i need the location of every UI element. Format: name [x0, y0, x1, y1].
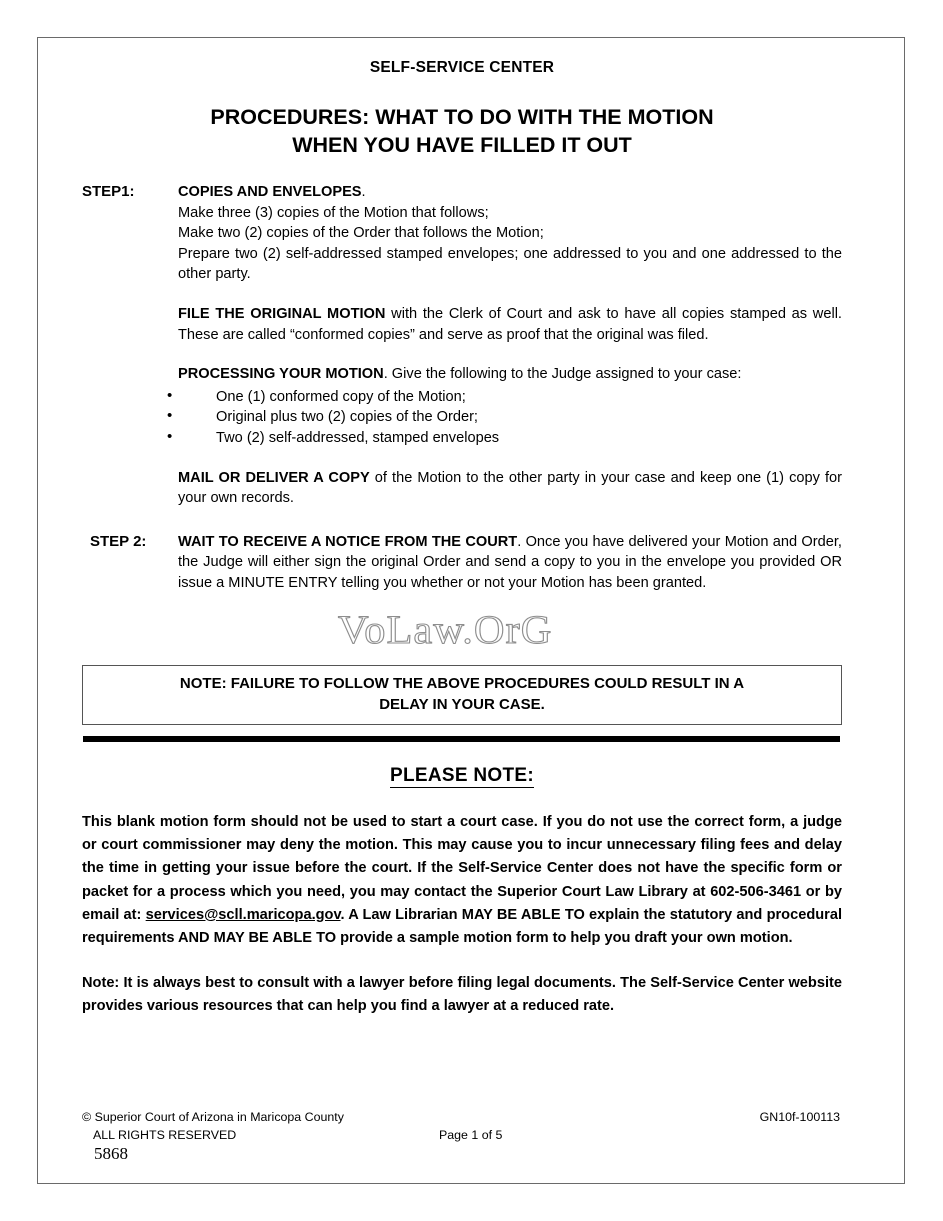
note-box-line-1: NOTE: FAILURE TO FOLLOW THE ABOVE PROCEDURES COULD RESULT IN A [179, 675, 745, 692]
rights-reserved-text: ALL RIGHTS RESERVED [93, 1127, 237, 1142]
step-1-block [82, 182, 842, 509]
bullet-icon: • [167, 427, 173, 445]
step-1-body-continued [178, 468, 842, 509]
processing-bullet-list [82, 387, 842, 449]
mail-deliver-text: of the Motion to the other party in your case and keep one (1) copy for your own records. [178, 469, 842, 507]
list-item [82, 407, 842, 428]
form-id-text: GN10f-100113 [759, 1110, 840, 1124]
bullet-text: One (1) conformed copy of the Motion; [216, 388, 466, 405]
wait-to-receive-text: . Once you have delivered your Motion and Order, the Judge will either sign the original Order and send a copy to you in the envelope you provided OR issue a MINUTE ENTRY telling you whether or not your Motion has been granted. [178, 533, 842, 591]
footer-row-1 [82, 1109, 842, 1127]
please-note-title [82, 765, 842, 787]
step-1-body [178, 182, 842, 385]
bullet-icon: • [167, 407, 173, 425]
step-1-line-1: Make three (3) copies of the Motion that follows; [178, 204, 489, 221]
document-number: 5868 [94, 1144, 128, 1163]
law-library-email-link[interactable]: services@scll.maricopa.gov [145, 906, 341, 923]
document-title-line2: WHEN YOU HAVE FILLED IT OUT [292, 133, 632, 157]
section-divider-rule [83, 736, 840, 742]
bullet-text: Original plus two (2) copies of the Order; [216, 409, 478, 426]
please-note-title-text: PLEASE NOTE: [389, 765, 534, 786]
wait-to-receive-heading: WAIT TO RECEIVE A NOTICE FROM THE COURT [178, 533, 518, 550]
step-1-label: STEP1: [82, 183, 135, 200]
please-note-p1-before: This blank motion form should not be used to start a court case. If you do not use the correct form, a judge or court commissioner may deny the motion. This may cause you to incur unnecessary filing fees and delay the time in getting your issue before the court. If the Self-Service Center does not have the specific form or packet for a process which you need, you may contact the Superior Court Law Library at 602-506-3461 or by email at: [82, 814, 842, 923]
step-2-paragraph [178, 532, 842, 594]
list-item [82, 428, 842, 449]
list-item [82, 387, 842, 408]
bullet-text: Two (2) self-addressed, stamped envelopes [216, 429, 500, 446]
file-original-motion-heading: FILE THE ORIGINAL MOTION [178, 305, 386, 322]
please-note-paragraph-1 [82, 811, 842, 950]
page-number-text: Page 1 of 5 [439, 1127, 503, 1142]
step-2-body [178, 532, 842, 594]
copyright-text: © Superior Court of Arizona in Maricopa County [82, 1110, 344, 1124]
document-page [37, 37, 905, 1184]
step-2-block [82, 532, 842, 594]
mail-deliver-heading: MAIL OR DELIVER A COPY [178, 469, 370, 486]
note-box-line-2: DELAY IN YOUR CASE. [379, 696, 545, 713]
please-note-p1-after: . A Law Librarian MAY BE ABLE TO explain the statutory and procedural requirements AND MAY BE ABLE TO provide a sample motion form to help you draft your own motion. [82, 906, 842, 947]
step-1-heading-line [178, 182, 842, 203]
processing-motion-text: . Give the following to the Judge assigned to your case: [383, 366, 742, 383]
copies-and-envelopes-heading: COPIES AND ENVELOPES [178, 184, 362, 200]
file-original-motion-paragraph [178, 304, 842, 345]
please-note-paragraph-2: Note: It is always best to consult with a lawyer before filing legal documents. The Self-Service Center website provides various resources that can help you find a lawyer at a reduced rate. [82, 975, 842, 1015]
copies-heading-tail: . [361, 184, 366, 200]
step-1-line-2: Make two (2) copies of the Order that follows the Motion; [178, 225, 544, 242]
step-1-line-3: Prepare two (2) self-addressed stamped envelopes; one addressed to you and one addressed to the other party. [178, 245, 842, 283]
file-original-motion-text: with the Clerk of Court and ask to have all copies stamped as well. These are called “conformed copies” and serve as proof that the original was filed. [178, 305, 842, 343]
page-footer [82, 1109, 842, 1163]
note-warning-box [82, 665, 842, 725]
please-note-section [82, 765, 842, 1019]
step-2-label: STEP 2: [90, 532, 147, 550]
page-header-title: SELF-SERVICE CENTER [369, 59, 555, 76]
processing-motion-heading: PROCESSING YOUR MOTION [178, 366, 384, 383]
document-title-line1: PROCEDURES: WHAT TO DO WITH THE MOTION [210, 105, 714, 129]
processing-motion-paragraph [178, 364, 842, 385]
footer-row-2 [82, 1127, 842, 1145]
mail-deliver-paragraph [178, 468, 842, 509]
bullet-icon: • [167, 386, 173, 404]
watermark-text: VoLaw.OrG [338, 607, 553, 652]
document-title [82, 103, 842, 159]
